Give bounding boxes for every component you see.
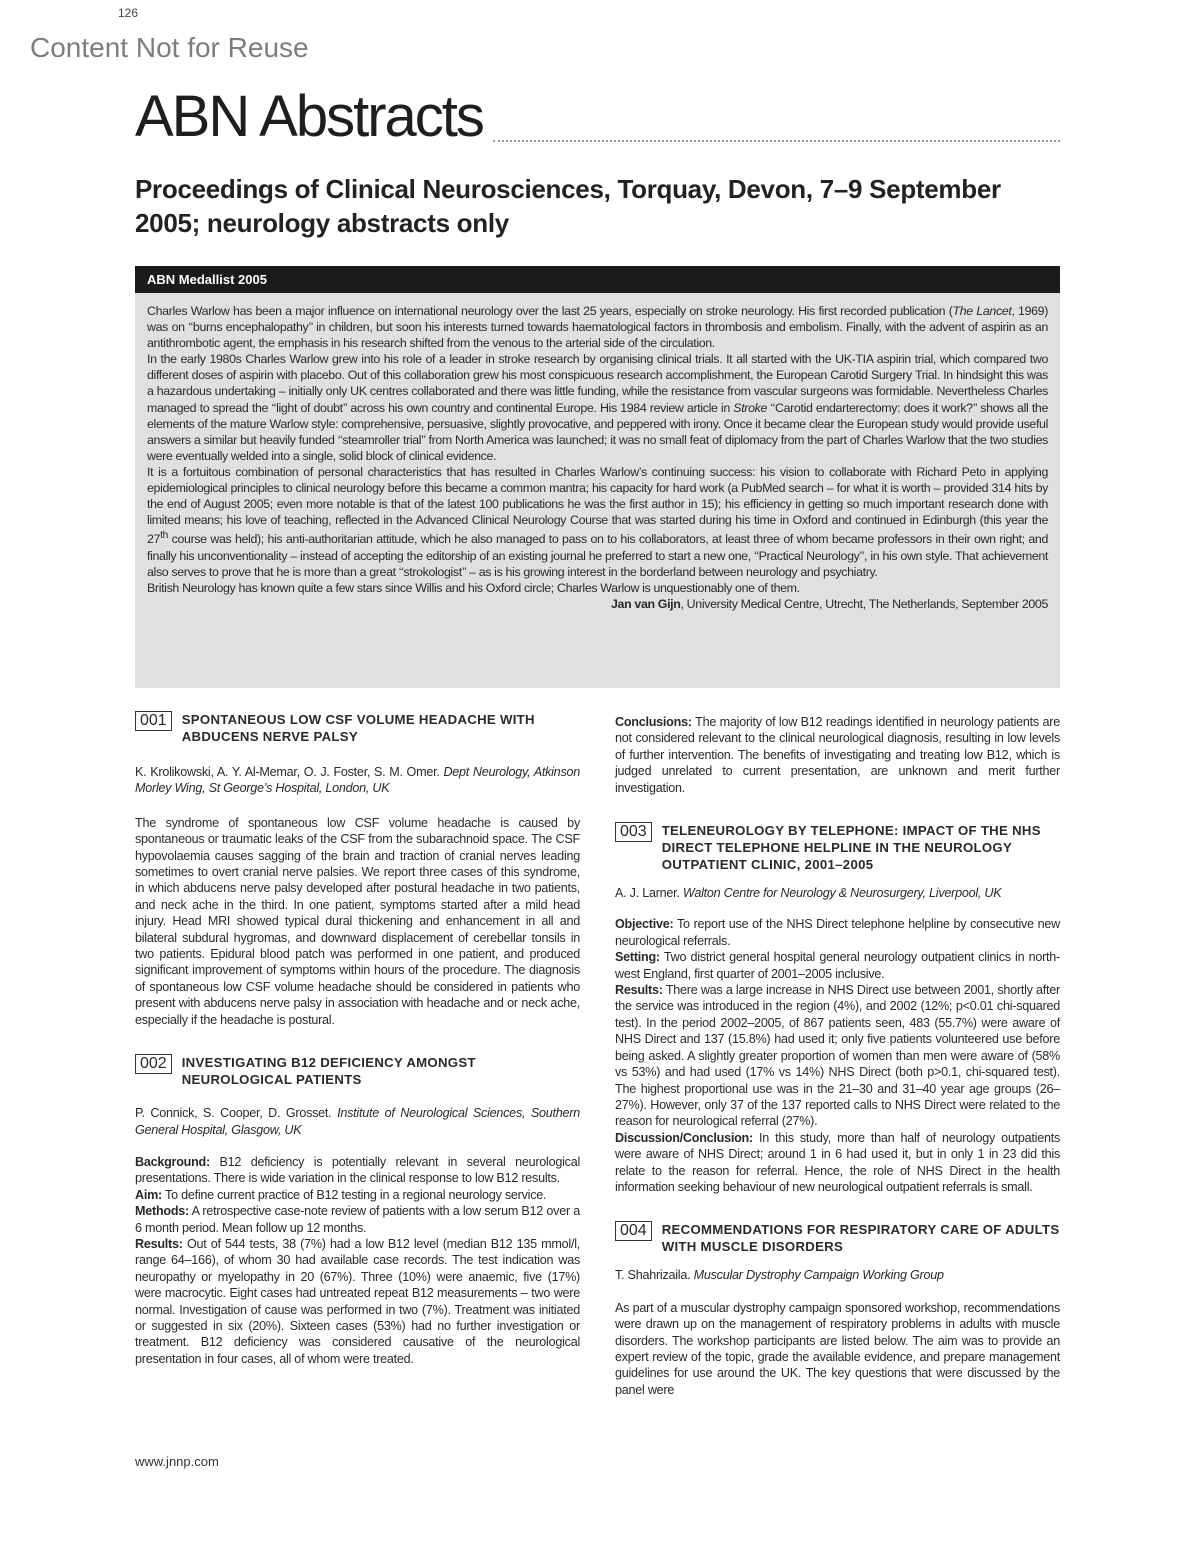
right-column xyxy=(615,711,1060,1424)
section-text: Two district general hospital general neurology outpatient clinics in north-west England, first quarter of 2001–2005 inclusive. xyxy=(615,950,1060,981)
section-background xyxy=(135,1154,580,1187)
section-text: Out of 544 tests, 38 (7%) had a low B12 level (median B12 135 mmol/l, range 64–166), of whom 30 had available case records. The test indication was neuropathy or myelopathy in 20 (67%). Three (10%) were anaemic, five (17%) were macrocytic. Eight cases had untreated repeat B12 measurements – two were normal. Investigation of cause was performed in two (7%). Treatment was initiated or suggested in six (20%). Sixteen cases (53%) had no further investigation or treatment. B12 deficiency was considered causative of the neurological presentation in four cases, all of whom were treated. xyxy=(135,1236,580,1366)
section-text: A retrospective case-note review of patients with a low serum B12 over a 6 month period. Mean follow up 12 months. xyxy=(135,1204,580,1235)
section-label: Methods: xyxy=(135,1204,189,1219)
watermark: Content Not for Reuse xyxy=(30,32,309,63)
section-results xyxy=(615,982,1060,1130)
medallist-box xyxy=(135,293,1060,688)
abstract-authors xyxy=(135,1105,580,1138)
section-conclusions xyxy=(615,714,1060,796)
abstract-004 xyxy=(615,1221,1060,1398)
superscript: th xyxy=(160,530,169,542)
section-label: Background: xyxy=(135,1154,210,1169)
abstract-number: 002 xyxy=(135,1054,172,1074)
abstract-authors xyxy=(135,764,580,797)
section-text: B12 deficiency is potentially relevant in several neurological presentations. There is wide variation in the clinical response to low B12 results. xyxy=(135,1154,580,1186)
abstract-authors xyxy=(615,1267,1060,1283)
abstract-number: 001 xyxy=(135,711,172,731)
affiliation: Institute of Neurological Sciences, Southern General Hospital, Glasgow, UK xyxy=(135,1106,580,1137)
section-aim xyxy=(135,1187,580,1203)
abstract-title: INVESTIGATING B12 DEFICIENCY AMONGST NEUROLOGICAL PATIENTS xyxy=(181,1055,476,1088)
affiliation: Walton Centre for Neurology & Neurosurgery, Liverpool, UK xyxy=(682,886,1002,901)
page-content xyxy=(135,86,1060,1490)
section-label: Results: xyxy=(135,1236,183,1251)
abstract-body: The syndrome of spontaneous low CSF volume headache is caused by spontaneous or traumatic leaks of the CSF from the subarachnoid space. The CSF hypovolaemia causes sagging of the brain and traction of cranial nerves leading sometimes to overt cranial nerve palsies. We report three cases of this syndrome, in which abducens nerve palsy developed after postural headache in two patients, and neck ache in the third. In one patient, symptoms started after a mild head injury. Head MRI showed typical dural thickening and enhancement in all and bilateral subdural hygromas, and downward displacement of cerebellar tonsils in two patients. Epidural blood patch was performed in one patient, and produced significant improvement of symptoms within hours of the procedure. The diagnosis of spontaneous low CSF volume headache should be considered in patients who present with abducens nerve palsy in association with headache and or neck ache, especially if the headache is postural. xyxy=(135,815,580,1027)
title-row xyxy=(135,86,1060,148)
signature-name: Jan van Gijn xyxy=(611,596,681,611)
section-text: In this study, more than half of neurology outpatients were aware of NHS Direct; around 1 in 6 had used it, but in only 1 in 23 did this relate to the reason for referral. Hence, the role of NHS Direct in the health information seeking behaviour of new neurological outpatient referrals is small. xyxy=(615,1130,1060,1194)
abstract-title: TELENEUROLOGY BY TELEPHONE: IMPACT OF THE NHS DIRECT TELEPHONE HELPLINE IN THE NEUROLOGY OUTPATIENT CLINIC, 2001–2005 xyxy=(661,823,1041,873)
section-label: Conclusions: xyxy=(615,715,692,729)
section-label: Setting: xyxy=(615,950,660,965)
text: ‘‘Carotid endarterectomy: does it work?’’ shows all the elements of the mature Warlow style: comprehensive, persuasive, slightly provocative, and peppered with irony. Once it became clear the European study would provide useful answers a similar but heavily funded ‘‘steamroller trial’’ from North America was launched; it was no small feat of diplomacy from the part of Charles Warlow that the two studies were eventually welded into a single, solid block of clinical evidence. xyxy=(147,400,1048,463)
section-label: Aim: xyxy=(135,1187,162,1202)
affiliation: Dept Neurology, Atkinson Morley Wing, St George’s Hospital, London, UK xyxy=(135,765,580,796)
section-label: Objective: xyxy=(615,917,674,932)
abstract-header xyxy=(135,711,580,745)
section-text: There was a large increase in NHS Direct use between 2001, shortly after the service was introduced in the region (4%), and 2002 (12%; p<0.01 chi-squared test). In the period 2002–2005, of 867 patients seen, 483 (55.7%) were aware of NHS Direct and 137 (15.8%) had used it; only five patients volunteered use before being asked. A slightly greater proportion of women than men were aware of (58% vs 53%) and had used (17% vs 14%) NHS Direct (both p>0.1, chi-squared test). The highest proportional use was in the 21–30 and 31–40 year age groups (26–27%). However, only 37 of the 137 reported calls to NHS Direct were related to the reason for neurological referral (27%). xyxy=(615,983,1060,1129)
signature xyxy=(147,596,1048,612)
paragraph xyxy=(147,351,1048,464)
section-text: The majority of low B12 readings identified in neurology patients are not considered relevant to the clinical neurological diagnosis, resulting in low levels of further intervention. The benefits of investigating and treating low B12, which is judged unrelated to current presentation, are unknown and merit further investigation. xyxy=(615,715,1060,795)
abstract-title: SPONTANEOUS LOW CSF VOLUME HEADACHE WITH ABDUCENS NERVE PALSY xyxy=(181,712,535,744)
authors: T. Shahrizaila. xyxy=(615,1268,694,1283)
text: , 1969) was on ‘‘burns encephalopathy’’ in children, but soon his interests turned towards haematological factors in thrombosis and embolism. Finally, with the advent of aspirin as an antithrombotic agent, the emphasis in his research shifted from the venous to the arterial side of the circulation. xyxy=(147,304,1048,351)
abstract-body: As part of a muscular dystrophy campaign sponsored workshop, recommendations were drawn up on the management of respiratory problems in adults with muscle disorders. The workshop participants are listed below. The aim was to provide an expert review of the topic, grade the available evidence, and prepare management guidelines for use around the UK. The key questions that were discussed by the panel were xyxy=(615,1300,1060,1397)
section-setting xyxy=(615,949,1060,982)
paragraph xyxy=(147,464,1048,580)
section-label: Discussion/Conclusion: xyxy=(615,1130,753,1145)
page-number: 126 xyxy=(118,6,139,20)
section-objective xyxy=(615,916,1060,949)
abstract-number: 004 xyxy=(615,1221,652,1241)
medallist-heading: ABN Medallist 2005 xyxy=(135,266,1060,293)
text: Charles Warlow has been a major influence on international neurology over the last 25 years, especially on stroke neurology. His first recorded publication ( xyxy=(147,304,953,318)
abstract-003 xyxy=(615,822,1060,1195)
abstract-001 xyxy=(135,711,580,1028)
section-text: To define current practice of B12 testing in a regional neurology service. xyxy=(162,1187,547,1202)
proceedings-title: Proceedings of Clinical Neurosciences, Torquay, Devon, 7–9 September 2005; neurology abstracts only xyxy=(135,174,1001,238)
abstract-title: RECOMMENDATIONS FOR RESPIRATORY CARE OF ADULTS WITH MUSCLE DISORDERS xyxy=(661,1222,1060,1255)
text: It is a fortuitous combination of personal characteristics that has resulted in Charles Warlow’s continuing success: his vision to collaborate with Richard Peto in applying epidemiological principles to clinical neurology before this became a common mantra; his capacity for hard work (a PubMed search – for what it is worth – provided 314 hits by the end of August 2005; even more notable is that of the latest 100 publications he was the first author in 15); his efficiency in getting so much important research done with limited means; his love of teaching, reflected in the Advanced Clinical Neurology Course that was started during his time in Oxford and continued in Edinburgh (this year the 27 xyxy=(147,464,1048,547)
text: In the early 1980s Charles Warlow grew into his role of a leader in stroke research by organising clinical trials. It all started with the UK-TIA aspirin trial, which compared two different doses of aspirin with placebo. Out of this collaboration grew his most conspicuous research accomplishment, the European Carotid Surgery Trial. In hindsight this was a hazardous undertaking – initially only UK centres collaborated and there was little funding, while the resistance from vascular surgeons was formidable. Nevertheless Charles managed to spread the ‘‘light of doubt’’ across his own country and continental Europe. His 1984 review article in xyxy=(147,352,1048,415)
abstract-columns xyxy=(135,711,1060,1424)
dotted-rule xyxy=(493,140,1060,142)
signature-affiliation: , University Medical Centre, Utrecht, The Netherlands, September 2005 xyxy=(680,596,1048,611)
text: course was held); his anti-authoritarian attitude, which he also managed to pass on to his collaborators, at least three of whom became professors in their own right; and finally his unconventionality – instead of accepting the editorship of an existing journal he preferred to start a new one, ‘‘Practical Neurology’’, in his own style. That achievement also serves to prove that he is more than a great ‘‘strokologist’’ – as is his growing interest in the borderland between neurology and psychiatry. xyxy=(147,532,1048,579)
abstract-authors xyxy=(615,885,1060,901)
section-discussion xyxy=(615,1130,1060,1196)
authors: A. J. Larner. xyxy=(615,886,683,901)
section-results xyxy=(135,1236,580,1367)
abstract-header xyxy=(615,822,1060,873)
abstract-header xyxy=(615,1221,1060,1255)
section-label: Results: xyxy=(615,983,663,998)
section-text: To report use of the NHS Direct telephone helpline by consecutive new neurological referrals. xyxy=(615,917,1060,948)
authors: K. Krolikowski, A. Y. Al-Memar, O. J. Foster, S. M. Omer. xyxy=(135,765,444,779)
section-methods xyxy=(135,1203,580,1236)
journal-name: Stroke xyxy=(733,400,768,415)
abstract-number: 003 xyxy=(615,822,652,842)
abstract-header xyxy=(135,1054,580,1088)
paragraph xyxy=(147,303,1048,351)
abstract-002 xyxy=(135,1054,580,1367)
authors: P. Connick, S. Cooper, D. Grosset. xyxy=(135,1106,338,1121)
journal-section-title: ABN Abstracts xyxy=(135,84,483,149)
abstract-002-continued xyxy=(615,714,1060,796)
affiliation: Muscular Dystrophy Campaign Working Group xyxy=(693,1268,944,1283)
left-column xyxy=(135,711,580,1424)
paragraph: British Neurology has known quite a few stars since Willis and his Oxford circle; Charles Warlow is unquestionably one of them. xyxy=(147,580,800,595)
journal-url[interactable]: www.jnnp.com xyxy=(135,1454,219,1470)
journal-name: The Lancet xyxy=(952,304,1012,318)
